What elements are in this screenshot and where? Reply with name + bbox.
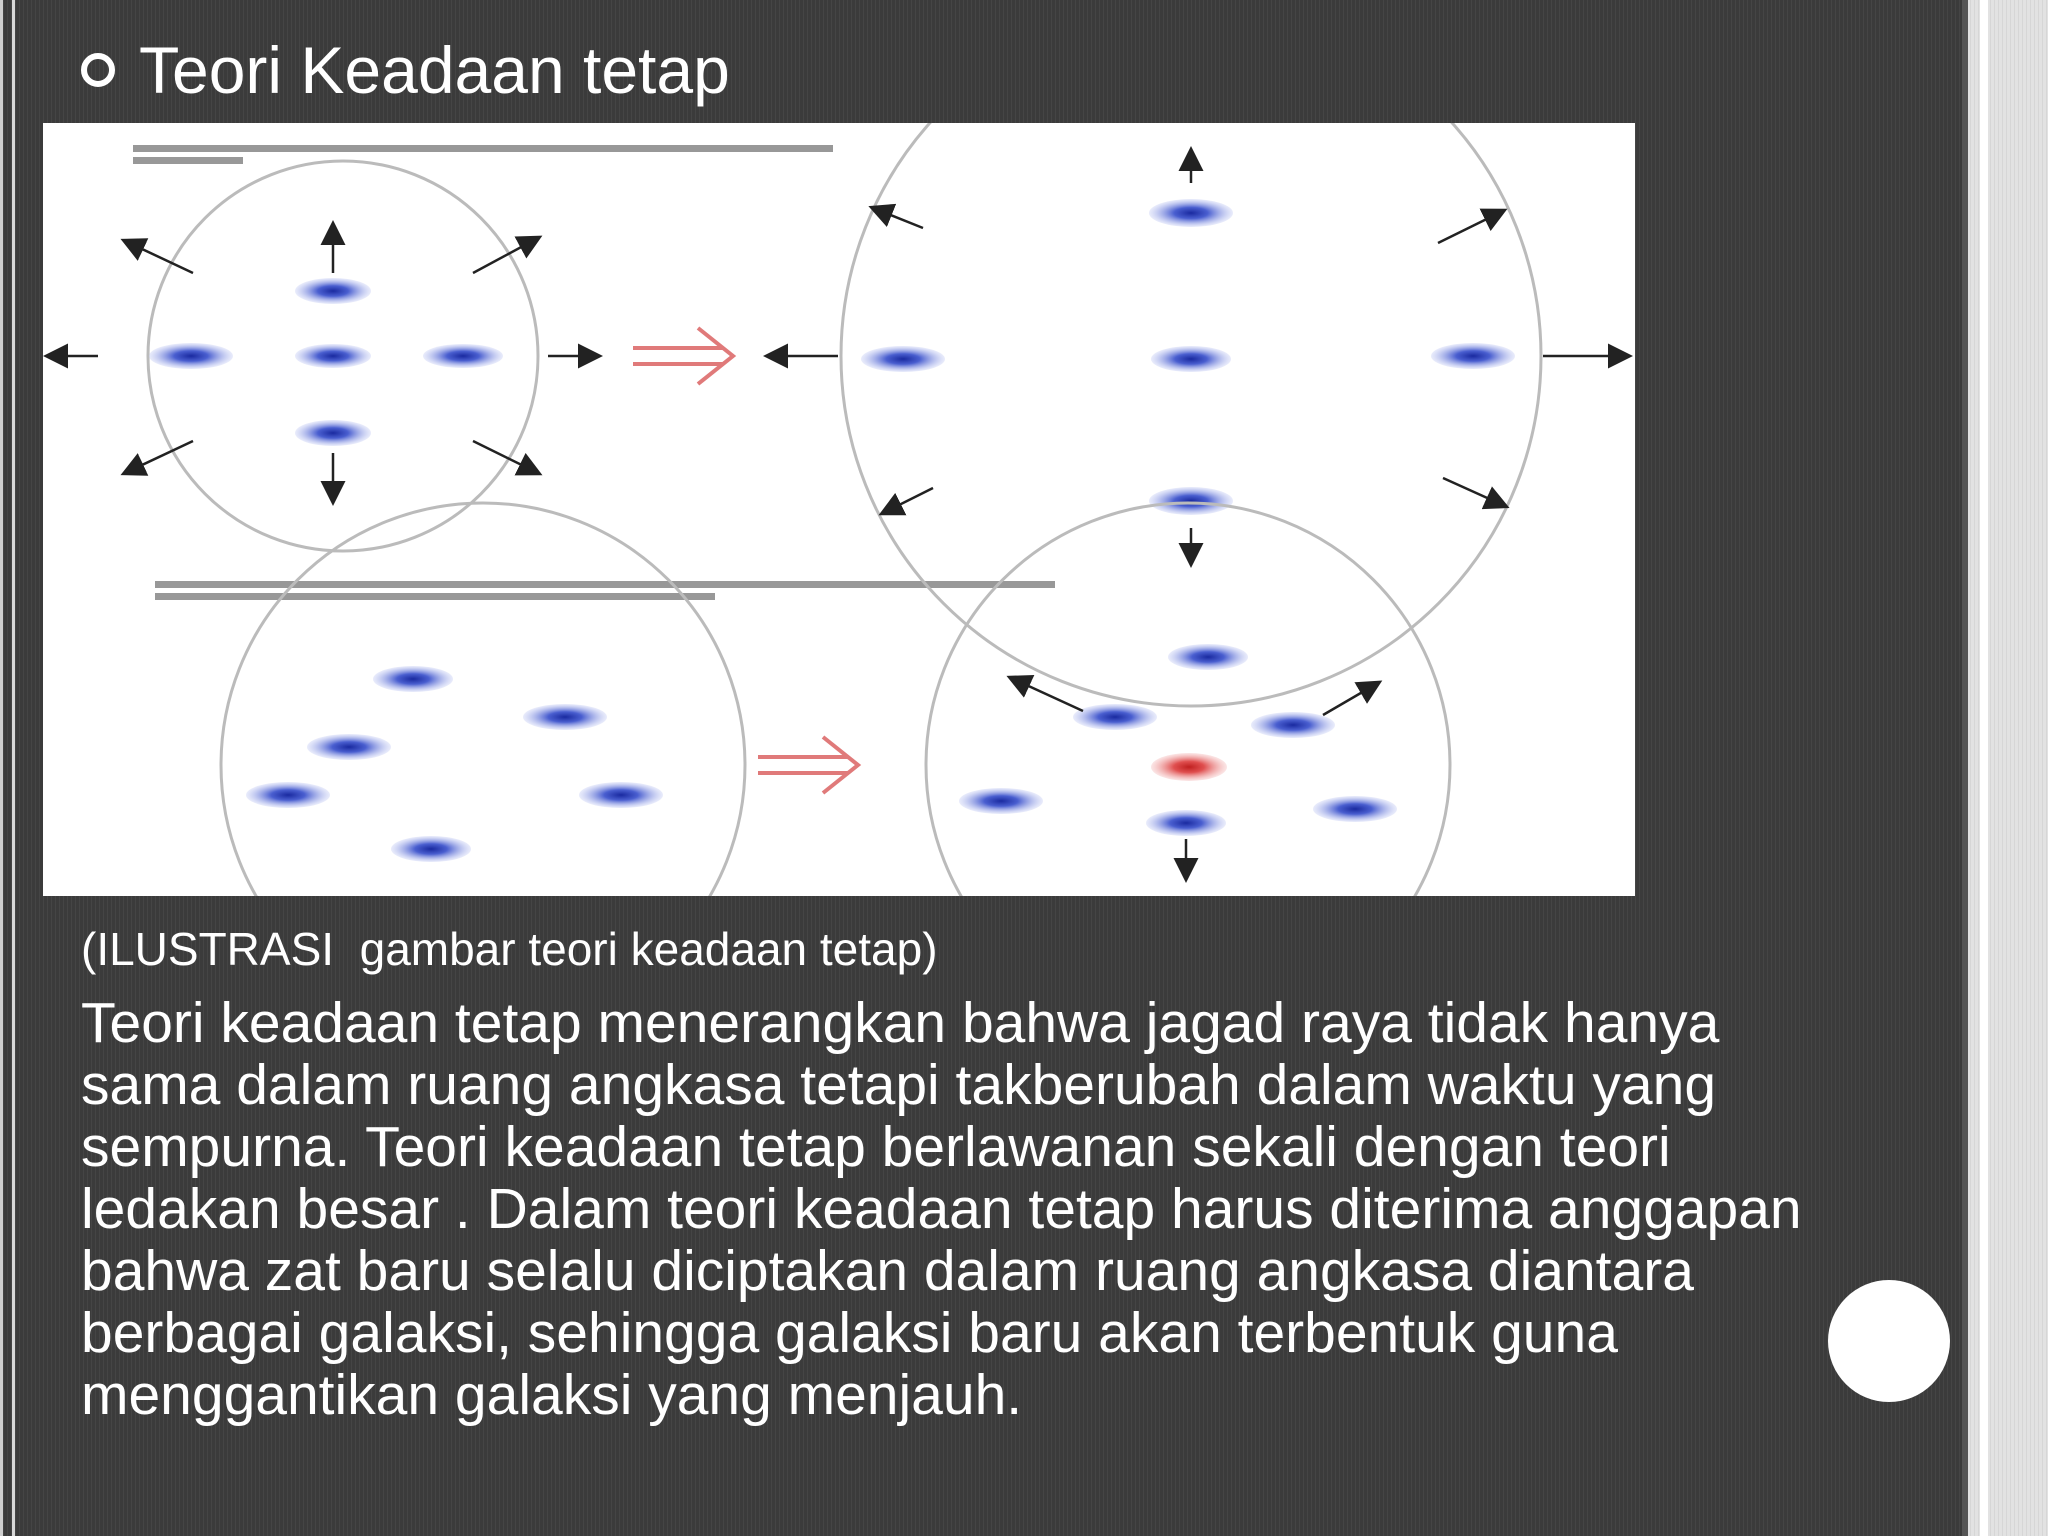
body-line: ledakan besar . Dalam teori keadaan tetap harus diterima anggapan xyxy=(81,1177,1802,1241)
expanding-universe-large xyxy=(768,123,1628,706)
body-line: sama dalam ruang angkasa tetapi takberubah dalam waktu yang xyxy=(81,1053,1717,1117)
body-line: menggantikan galaksi yang menjauh. xyxy=(81,1363,1023,1427)
slide-frame-rail xyxy=(1962,0,2048,1536)
body-line: Teori keadaan tetap menerangkan bahwa jagad raya tidak hanya xyxy=(81,991,1720,1055)
transition-arrow-1 xyxy=(633,328,733,384)
slide-title: Teori Keadaan tetap xyxy=(139,33,730,107)
bullet-icon xyxy=(81,53,115,87)
steady-state-after xyxy=(926,503,1450,896)
slide-nav-circle[interactable] xyxy=(1828,1280,1950,1402)
body-paragraph xyxy=(81,992,1841,1426)
steady-state-before xyxy=(221,503,745,896)
illustration-image xyxy=(43,123,1635,896)
title-row xyxy=(81,30,730,110)
expanding-universe-small xyxy=(48,161,598,551)
body-line: bahwa zat baru selalu diciptakan dalam ruang angkasa diantara xyxy=(81,1239,1694,1303)
body-line: sempurna. Teori keadaan tetap berlawanan sekali dengan teori xyxy=(81,1115,1671,1179)
body-line: berbagai galaksi, sehingga galaksi baru akan terbentuk guna xyxy=(81,1301,1618,1365)
figure-text-blur xyxy=(133,145,1055,600)
transition-arrow-2 xyxy=(758,737,858,793)
figure-caption: (ILUSTRASI gambar teori keadaan tetap) xyxy=(81,923,938,975)
